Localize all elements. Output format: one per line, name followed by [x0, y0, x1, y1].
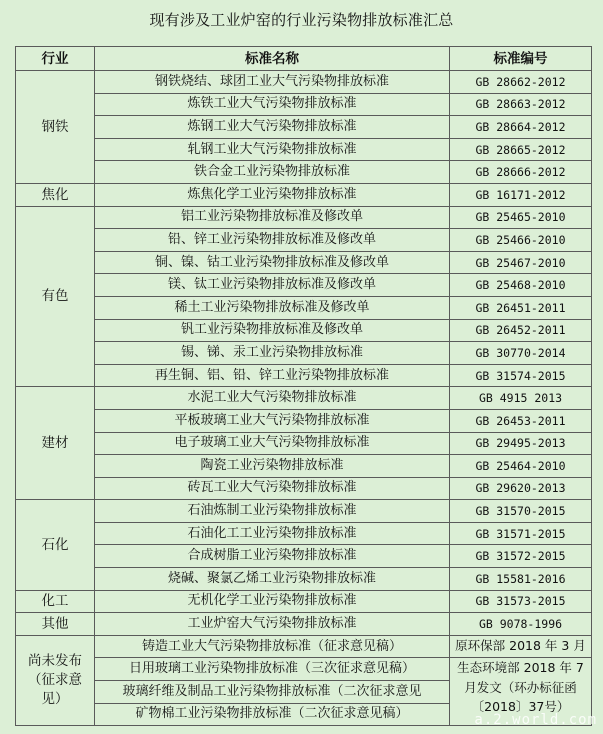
table-row	[16, 613, 592, 636]
standard-code-cell: GB 28664-2012	[450, 116, 592, 139]
standard-name-cell: 炼钢工业大气污染物排放标准	[95, 116, 450, 139]
standard-code-cell: GB 29495-2013	[450, 432, 592, 455]
table-row	[16, 229, 592, 252]
table-row	[16, 590, 592, 613]
issuer-note-line: 生态环境部 2018 年 7	[457, 660, 584, 676]
table-row	[16, 500, 592, 523]
table-row	[16, 274, 592, 297]
standard-code-cell: GB 25466-2010	[450, 229, 592, 252]
industry-cell: 建材	[16, 387, 95, 500]
table-row	[16, 409, 592, 432]
standard-name-cell: 铁合金工业污染物排放标准	[95, 161, 450, 184]
standard-name-cell: 轧钢工业大气污染物排放标准	[95, 138, 450, 161]
industry-cell: 焦化	[16, 183, 95, 206]
standard-code-cell: GB 15581-2016	[450, 568, 592, 591]
standards-table	[15, 46, 592, 726]
standard-name-cell: 镁、钛工业污染物排放标准及修改单	[95, 274, 450, 297]
industry-cell: 石化	[16, 500, 95, 590]
table-body	[16, 71, 592, 726]
standard-code-cell: GB 25468-2010	[450, 274, 592, 297]
standard-code-cell: GB 26451-2011	[450, 296, 592, 319]
table-row	[16, 71, 592, 94]
standard-code-cell: GB 29620-2013	[450, 477, 592, 500]
table-header-row	[16, 47, 592, 71]
table-row	[16, 477, 592, 500]
standard-code-cell: GB 4915 2013	[450, 387, 592, 410]
standard-name-cell: 平板玻璃工业大气污染物排放标准	[95, 409, 450, 432]
standard-name-cell: 铸造工业大气污染物排放标准（征求意见稿）	[95, 635, 450, 658]
standard-code-cell: GB 9078-1996	[450, 613, 592, 636]
standard-name-cell: 炼焦化学工业污染物排放标准	[95, 183, 450, 206]
pending-label-line: 尚未发布	[28, 653, 82, 670]
standard-code-cell: GB 28665-2012	[450, 138, 592, 161]
standard-name-cell: 陶瓷工业污染物排放标准	[95, 455, 450, 478]
standard-name-cell: 锡、锑、汞工业污染物排放标准	[95, 342, 450, 365]
standard-code-cell: GB 25465-2010	[450, 206, 592, 229]
table-row	[16, 364, 592, 387]
standard-name-cell: 稀土工业污染物排放标准及修改单	[95, 296, 450, 319]
industry-cell-pending	[16, 635, 95, 725]
standard-name-cell: 铜、镍、钴工业污染物排放标准及修改单	[95, 251, 450, 274]
standard-code-cell: GB 16171-2012	[450, 183, 592, 206]
standard-name-cell: 工业炉窑大气污染物排放标准	[95, 613, 450, 636]
table-row	[16, 183, 592, 206]
pending-label-line: 见）	[41, 691, 69, 708]
table-row	[16, 206, 592, 229]
standard-code-cell: GB 26453-2011	[450, 409, 592, 432]
table-row	[16, 455, 592, 478]
table-row	[16, 342, 592, 365]
standard-name-cell: 矿物棉工业污染物排放标准（二次征求意见稿）	[95, 703, 450, 726]
standard-code-cell: GB 28666-2012	[450, 161, 592, 184]
table-row	[16, 251, 592, 274]
standard-code-cell: GB 31570-2015	[450, 500, 592, 523]
standard-code-cell: GB 30770-2014	[450, 342, 592, 365]
table-row	[16, 522, 592, 545]
issuer-note-line: 月发文（环办标征函	[464, 679, 577, 695]
standard-name-cell: 钒工业污染物排放标准及修改单	[95, 319, 450, 342]
standard-code-cell: GB 28662-2012	[450, 71, 592, 94]
standard-name-cell: 合成树脂工业污染物排放标准	[95, 545, 450, 568]
standard-name-cell: 电子玻璃工业大气污染物排放标准	[95, 432, 450, 455]
table-row	[16, 432, 592, 455]
table-row	[16, 658, 592, 681]
standard-name-cell: 玻璃纤维及制品工业污染物排放标准（二次征求意见	[95, 681, 450, 704]
standard-name-cell: 炼铁工业大气污染物排放标准	[95, 93, 450, 116]
industry-cell: 其他	[16, 613, 95, 636]
industry-cell: 钢铁	[16, 71, 95, 184]
table-row	[16, 161, 592, 184]
table-row	[16, 93, 592, 116]
standard-code-cell: GB 26452-2011	[450, 319, 592, 342]
header-standard-name: 标准名称	[95, 47, 450, 71]
header-standard-code: 标准编号	[450, 47, 592, 71]
header-industry: 行业	[16, 47, 95, 71]
pending-label-line: （征求意	[28, 672, 82, 689]
watermark: a.2.world.com	[474, 712, 597, 728]
table-row	[16, 545, 592, 568]
table-row	[16, 116, 592, 139]
table-row	[16, 138, 592, 161]
standard-name-cell: 再生铜、铝、铅、锌工业污染物排放标准	[95, 364, 450, 387]
standard-name-cell: 日用玻璃工业污染物排放标准（三次征求意见稿）	[95, 658, 450, 681]
standard-name-cell: 烧碱、聚氯乙烯工业污染物排放标准	[95, 568, 450, 591]
standard-name-cell: 钢铁烧结、球团工业大气污染物排放标准	[95, 71, 450, 94]
standard-code-cell: GB 25467-2010	[450, 251, 592, 274]
industry-cell: 化工	[16, 590, 95, 613]
table-row	[16, 635, 592, 658]
issuer-note-cell: 原环保部 2018 年 3 月	[450, 635, 592, 658]
table-row	[16, 319, 592, 342]
standard-name-cell: 石油炼制工业污染物排放标准	[95, 500, 450, 523]
standard-name-cell: 石油化工工业污染物排放标准	[95, 522, 450, 545]
standard-name-cell: 铅、锌工业污染物排放标准及修改单	[95, 229, 450, 252]
standard-code-cell: GB 31571-2015	[450, 522, 592, 545]
standard-code-cell: GB 25464-2010	[450, 455, 592, 478]
standard-name-cell: 无机化学工业污染物排放标准	[95, 590, 450, 613]
table-row	[16, 387, 592, 410]
page-title: 现有涉及工业炉窑的行业污染物排放标准汇总	[149, 11, 454, 29]
industry-cell: 有色	[16, 206, 95, 387]
standard-name-cell: 铝工业污染物排放标准及修改单	[95, 206, 450, 229]
standard-code-cell: GB 28663-2012	[450, 93, 592, 116]
issuer-note-line: 〔2018〕37号）	[471, 699, 570, 715]
standard-name-cell: 水泥工业大气污染物排放标准	[95, 387, 450, 410]
table-row	[16, 296, 592, 319]
standard-code-cell: GB 31572-2015	[450, 545, 592, 568]
table-row	[16, 568, 592, 591]
standard-code-cell: GB 31573-2015	[450, 590, 592, 613]
standard-name-cell: 砖瓦工业大气污染物排放标准	[95, 477, 450, 500]
standard-code-cell: GB 31574-2015	[450, 364, 592, 387]
